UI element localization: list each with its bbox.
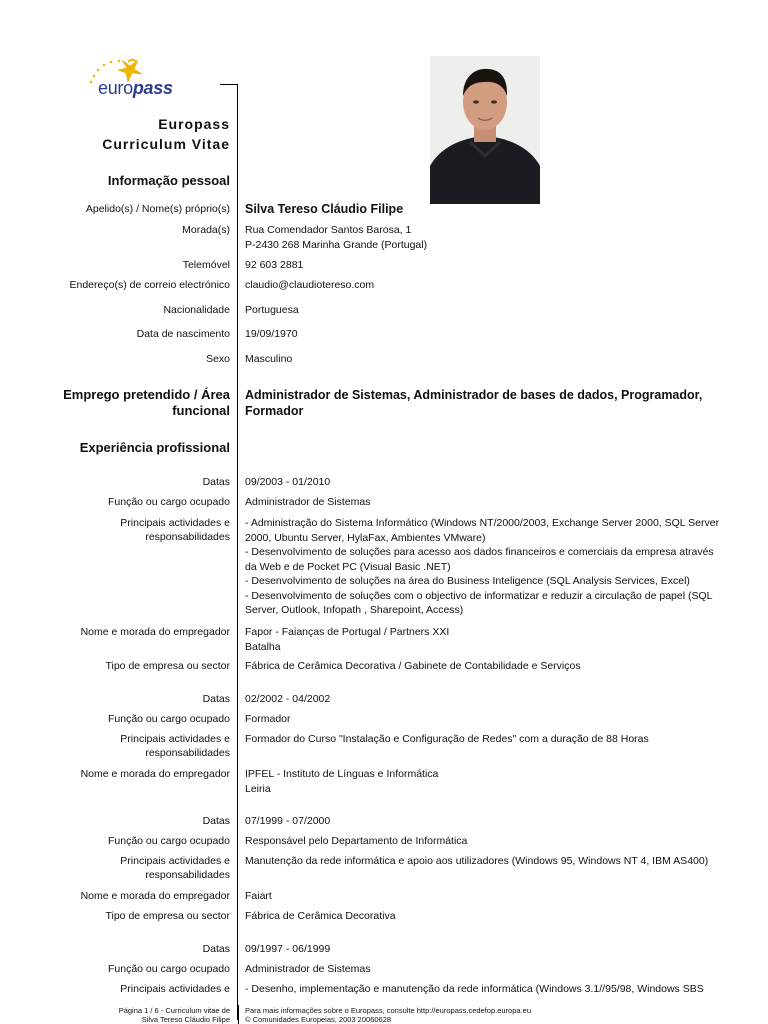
desired-employment-label: Emprego pretendido / Área funcional xyxy=(63,387,230,418)
job2-role: Formador xyxy=(245,713,291,725)
email-label: Endereço(s) de correio electrónico xyxy=(69,279,230,291)
column-divider xyxy=(237,84,238,1020)
job1-dates: 09/2003 - 01/2010 xyxy=(245,476,331,488)
job2-employer: IPFEL - Instituto de Línguas e Informática Leiria xyxy=(245,768,439,795)
job1-sector-label: Tipo de empresa ou sector xyxy=(105,660,230,672)
logo-text-bold: pass xyxy=(132,78,173,98)
sex-label: Sexo xyxy=(206,353,230,365)
nationality-label: Nacionalidade xyxy=(163,304,230,316)
job3-sector-label: Tipo de empresa ou sector xyxy=(105,910,230,922)
job3-activities: Manutenção da rede informática e apoio aos utilizadores (Windows 95, Windows NT 4, IBM AS400) xyxy=(245,855,709,867)
birth-value: 19/09/1970 xyxy=(245,328,298,340)
full-name: Silva Tereso Cláudio Filipe xyxy=(245,202,404,216)
nationality-value: Portuguesa xyxy=(245,304,299,316)
job1-role-label: Função ou cargo ocupado xyxy=(107,496,230,508)
job3-role-label: Função ou cargo ocupado xyxy=(107,835,230,847)
sex-value: Masculino xyxy=(245,353,293,365)
job1-activities-label: Principais actividades e responsabilidades xyxy=(120,517,230,543)
job2-employer-label: Nome e morada do empregador xyxy=(80,768,230,780)
job2-role-label: Função ou cargo ocupado xyxy=(107,713,230,725)
job2-dates-label: Datas xyxy=(202,693,230,705)
address-label: Morada(s) xyxy=(182,224,230,236)
footer-page-info: Página 1 / 6 - Curriculum vitae de Silva Tereso Cláudio Filipe xyxy=(118,1006,230,1024)
europass-logo xyxy=(84,56,184,106)
job1-role: Administrador de Sistemas xyxy=(245,496,371,508)
job3-dates-label: Datas xyxy=(202,815,230,827)
job2-dates: 02/2002 - 04/2002 xyxy=(245,693,331,705)
job4-activities: - Desenho, implementação e manutenção da rede informática (Windows 3.1//95/98, Windows SBS xyxy=(245,983,704,995)
job4-role-label: Função ou cargo ocupado xyxy=(107,963,230,975)
job3-employer-label: Nome e morada do empregador xyxy=(80,890,230,902)
job3-activities-label: Principais actividades e responsabilidades xyxy=(120,855,230,881)
job3-employer: Faiart xyxy=(245,890,272,902)
job3-role: Responsável pelo Departamento de Informática xyxy=(245,835,468,847)
job1-sector: Fábrica de Cerâmica Decorativa / Gabinete de Contabilidade e Serviços xyxy=(245,660,581,672)
job4-dates: 09/1997 - 06/1999 xyxy=(245,943,331,955)
divider-top xyxy=(220,84,238,85)
job2-activities-label: Principais actividades e responsabilidades xyxy=(120,733,230,759)
birth-label: Data de nascimento xyxy=(136,328,230,340)
mobile-value: 92 603 2881 xyxy=(245,259,304,271)
job3-dates: 07/1999 - 07/2000 xyxy=(245,815,331,827)
job1-employer-label: Nome e morada do empregador xyxy=(80,626,230,638)
profile-photo xyxy=(430,56,540,204)
job1-employer: Fapor - Faianças de Portugal / Partners XXI Batalha xyxy=(245,626,450,653)
person-photo-icon xyxy=(430,56,540,204)
job4-dates-label: Datas xyxy=(202,943,230,955)
section-personal-info: Informação pessoal xyxy=(107,173,230,188)
desired-employment-value: Administrador de Sistemas, Administrador de bases de dados, Programador, Formador xyxy=(245,388,703,418)
address-value: Rua Comendador Santos Barosa, 1 P-2430 268 Marinha Grande (Portugal) xyxy=(245,224,428,251)
job1-activities: - Administração do Sistema Informático (Windows NT/2000/2003, Exchange Server 2000, SQL Server 2000, Ubuntu Server, HylaFax, Ambientes VMware) - Desenvolvimento de soluções para acesso aos dados financeiros e comerciais da empresa através da Web e de Pocket PC (Visual Basic .NET) - Desenvolvimento de soluções na área do Business Inteligence (SQL Analysis Services, Excel) - Desenvolvimento de soluções com o objectivo de informatizar e reduzir a circulação de papel (SQL Server, Outlook, Infopath , Sharepoint, Access) xyxy=(245,517,720,616)
footer-divider xyxy=(238,1005,239,1024)
logo-text-regular: euro xyxy=(98,78,133,98)
email-value: claudio@claudiotereso.com xyxy=(245,279,375,291)
mobile-label: Telemóvel xyxy=(182,259,230,271)
title-cv: Curriculum Vitae xyxy=(102,136,230,152)
job4-role: Administrador de Sistemas xyxy=(245,963,371,975)
job2-activities: Formador do Curso "Instalação e Configuração de Redes" com a duração de 88 Horas xyxy=(245,733,649,745)
job3-sector: Fábrica de Cerâmica Decorativa xyxy=(245,910,396,922)
footer-europass-info: Para mais informações sobre o Europass, consulte http://europass.cedefop.europa.eu © Comunidades Europeias, 2003 20060628 xyxy=(245,1006,531,1024)
title-europass: Europass xyxy=(158,116,230,132)
section-experience: Experiência profissional xyxy=(79,440,230,455)
job4-activities-label: Principais actividades e xyxy=(120,983,230,995)
job1-dates-label: Datas xyxy=(202,476,230,488)
name-label: Apelido(s) / Nome(s) próprio(s) xyxy=(85,203,230,215)
